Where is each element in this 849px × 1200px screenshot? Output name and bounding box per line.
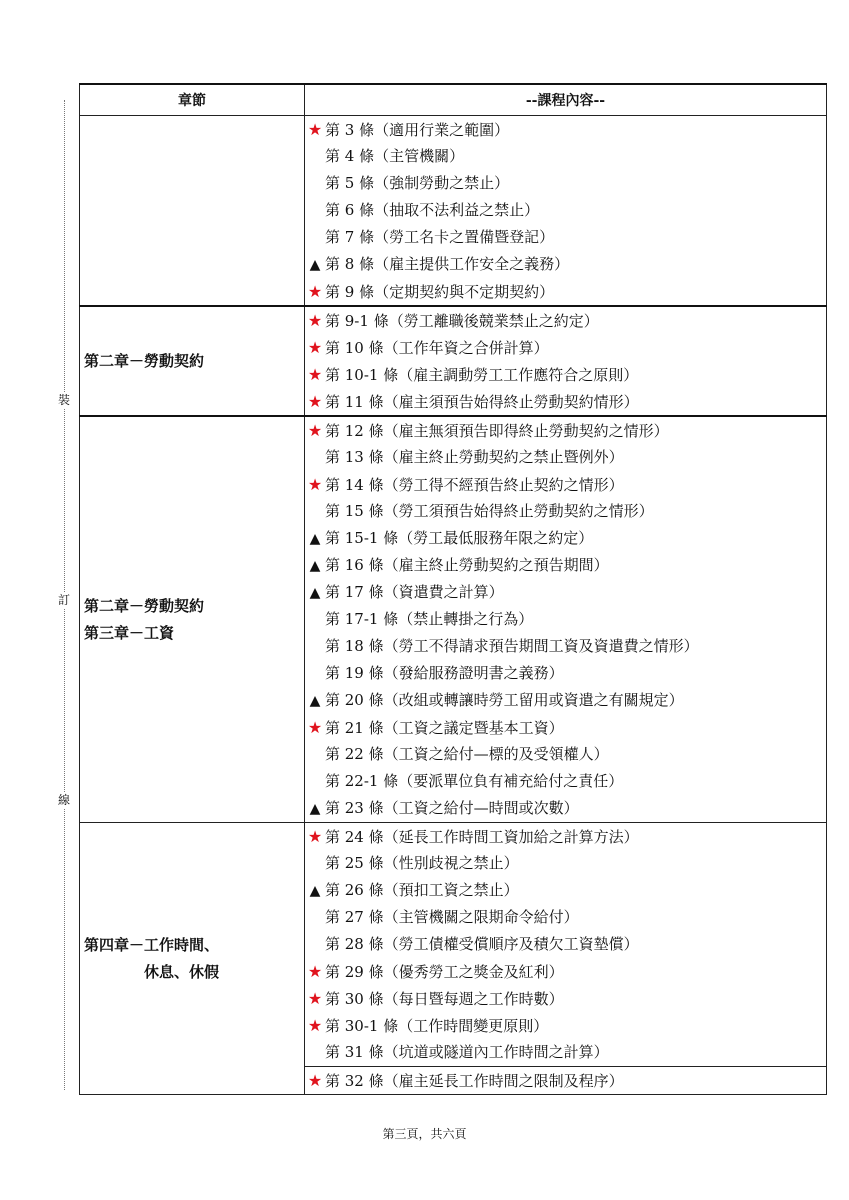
article-text: 第 31 條（坑道或隧道內工作時間之計算） <box>325 1043 609 1061</box>
article-item <box>305 741 826 768</box>
article-item <box>305 361 826 388</box>
article-text: 第 9 條（定期契約與不定期契約） <box>325 283 555 301</box>
article-item <box>305 444 826 471</box>
article-item <box>305 143 826 170</box>
article-text: 第 11 條（雇主須預告始得終止勞動契約情形） <box>325 393 639 411</box>
triangle-icon: ▲ <box>309 585 321 601</box>
article-text: 第 12 條（雇主無須預告即得終止勞動契約之情形） <box>325 422 669 440</box>
article-item <box>305 1012 826 1039</box>
article-text: 第 27 條（主管機關之限期命令給付） <box>325 908 579 926</box>
article-text: 第 22-1 條（要派單位負有補充給付之責任） <box>325 772 624 790</box>
article-text: 第 4 條（主管機關） <box>325 147 465 165</box>
article-item <box>305 498 826 525</box>
article-item <box>305 714 826 741</box>
star-icon: ★ <box>307 989 323 1008</box>
content-cell <box>305 823 827 1067</box>
article-item <box>305 471 826 498</box>
article-text: 第 25 條（性別歧視之禁止） <box>325 854 519 872</box>
article-text: 第 8 條（雇主提供工作安全之義務） <box>325 255 570 273</box>
header-content: --課程內容-- <box>305 84 827 116</box>
binding-mark-xian: 線 <box>57 793 70 807</box>
article-text: 第 22 條（工資之給付—標的及受領權人） <box>325 745 609 763</box>
chapter-title: 休息、休假 <box>144 962 220 981</box>
star-icon: ★ <box>307 1016 323 1035</box>
article-item <box>305 660 826 687</box>
article-text: 第 10-1 條（雇主調動勞工工作應符合之原則） <box>325 366 639 384</box>
triangle-icon: ▲ <box>309 801 321 817</box>
article-item <box>305 958 826 985</box>
article-text: 第 30-1 條（工作時間變更原則） <box>325 1017 549 1035</box>
article-text: 第 7 條（勞工名卡之置備暨登記） <box>325 228 555 246</box>
article-text: 第 23 條（工資之給付—時間或次數） <box>325 799 579 817</box>
article-text: 第 14 條（勞工得不經預告終止契約之情形） <box>325 476 624 494</box>
article-item <box>305 904 826 931</box>
article-item <box>305 278 826 305</box>
binding-mark-ding: 訂 <box>57 593 70 607</box>
triangle-icon: ▲ <box>309 531 321 547</box>
star-icon: ★ <box>307 282 323 301</box>
page-footer: 第三頁，共六頁 <box>382 1127 467 1141</box>
star-icon: ★ <box>307 475 323 494</box>
article-item <box>305 1067 826 1094</box>
article-item <box>305 197 826 224</box>
chapter-title: 第四章－工作時間、 <box>84 935 220 954</box>
article-item <box>305 633 826 660</box>
article-text: 第 26 條（預扣工資之禁止） <box>325 881 519 899</box>
chapter-group-row <box>80 116 827 307</box>
article-item <box>305 985 826 1012</box>
article-text: 第 28 條（勞工債權受償順序及積欠工資墊償） <box>325 935 639 953</box>
article-text: 第 17-1 條（禁止轉掛之行為） <box>325 610 534 628</box>
article-text: 第 5 條（強制勞動之禁止） <box>325 174 510 192</box>
content-cell <box>305 116 827 307</box>
article-text: 第 17 條（資遣費之計算） <box>325 583 504 601</box>
star-icon: ★ <box>307 120 323 139</box>
article-item <box>305 251 826 278</box>
star-icon: ★ <box>307 392 323 411</box>
article-item <box>305 768 826 795</box>
header-chapter: 章節 <box>80 84 305 116</box>
article-item <box>305 388 826 415</box>
triangle-icon: ▲ <box>309 558 321 574</box>
article-item <box>305 307 826 334</box>
chapter-cell <box>80 416 305 823</box>
article-text: 第 15 條（勞工須預告始得終止勞動契約之情形） <box>325 502 654 520</box>
chapter-cell <box>80 823 305 1095</box>
article-text: 第 3 條（適用行業之範圍） <box>325 121 510 139</box>
chapter-group-row <box>80 306 827 416</box>
content-cell <box>305 306 827 416</box>
article-text: 第 30 條（每日暨每週之工作時數） <box>325 990 564 1008</box>
article-text: 第 15-1 條（勞工最低服務年限之約定） <box>325 529 594 547</box>
article-item <box>305 795 826 822</box>
article-text: 第 21 條（工資之議定暨基本工資） <box>325 719 564 737</box>
chapter-title: 第三章－工資 <box>84 623 175 642</box>
star-icon: ★ <box>307 962 323 981</box>
article-item <box>305 224 826 251</box>
article-item <box>305 823 826 850</box>
triangle-icon: ▲ <box>309 883 321 899</box>
article-item <box>305 850 826 877</box>
star-icon: ★ <box>307 718 323 737</box>
content-cell <box>305 416 827 823</box>
article-text: 第 10 條（工作年資之合併計算） <box>325 339 549 357</box>
table-header-row <box>80 84 827 116</box>
star-icon: ★ <box>307 311 323 330</box>
star-icon: ★ <box>307 421 323 440</box>
chapter-cell <box>80 306 305 416</box>
chapter-cell <box>80 116 305 307</box>
article-item <box>305 417 826 444</box>
article-text: 第 13 條（雇主終止勞動契約之禁止暨例外） <box>325 448 624 466</box>
article-item <box>305 931 826 958</box>
article-text: 第 16 條（雇主終止勞動契約之預告期間） <box>325 556 609 574</box>
chapter-title: 第二章－勞動契約 <box>84 596 205 615</box>
article-text: 第 6 條（抽取不法利益之禁止） <box>325 201 540 219</box>
article-item <box>305 579 826 606</box>
chapter-group-row <box>80 416 827 823</box>
content-cell <box>305 1067 827 1095</box>
article-item <box>305 334 826 361</box>
triangle-icon: ▲ <box>309 693 321 709</box>
triangle-icon: ▲ <box>309 257 321 273</box>
article-text: 第 32 條（雇主延長工作時間之限制及程序） <box>325 1072 624 1090</box>
article-item <box>305 1039 826 1066</box>
star-icon: ★ <box>307 365 323 384</box>
article-item <box>305 116 826 143</box>
article-text: 第 19 條（發給服務證明書之義務） <box>325 664 564 682</box>
article-item <box>305 525 826 552</box>
star-icon: ★ <box>307 1071 323 1090</box>
star-icon: ★ <box>307 338 323 357</box>
article-item <box>305 687 826 714</box>
article-item <box>305 170 826 197</box>
article-item <box>305 877 826 904</box>
article-text: 第 29 條（優秀勞工之獎金及紅利） <box>325 963 564 981</box>
article-text: 第 24 條（延長工作時間工資加給之計算方法） <box>325 828 639 846</box>
syllabus-table <box>79 83 827 1095</box>
chapter-title: 第二章－勞動契約 <box>84 351 205 370</box>
chapter-group-row <box>80 823 827 1067</box>
article-item <box>305 552 826 579</box>
article-text: 第 9-1 條（勞工離職後競業禁止之約定） <box>325 312 599 330</box>
star-icon: ★ <box>307 827 323 846</box>
article-text: 第 20 條（改組或轉讓時勞工留用或資遣之有關規定） <box>325 691 684 709</box>
article-item <box>305 606 826 633</box>
article-text: 第 18 條（勞工不得請求預告期間工資及資遣費之情形） <box>325 637 699 655</box>
binding-mark-zhuang: 裝 <box>57 393 70 407</box>
